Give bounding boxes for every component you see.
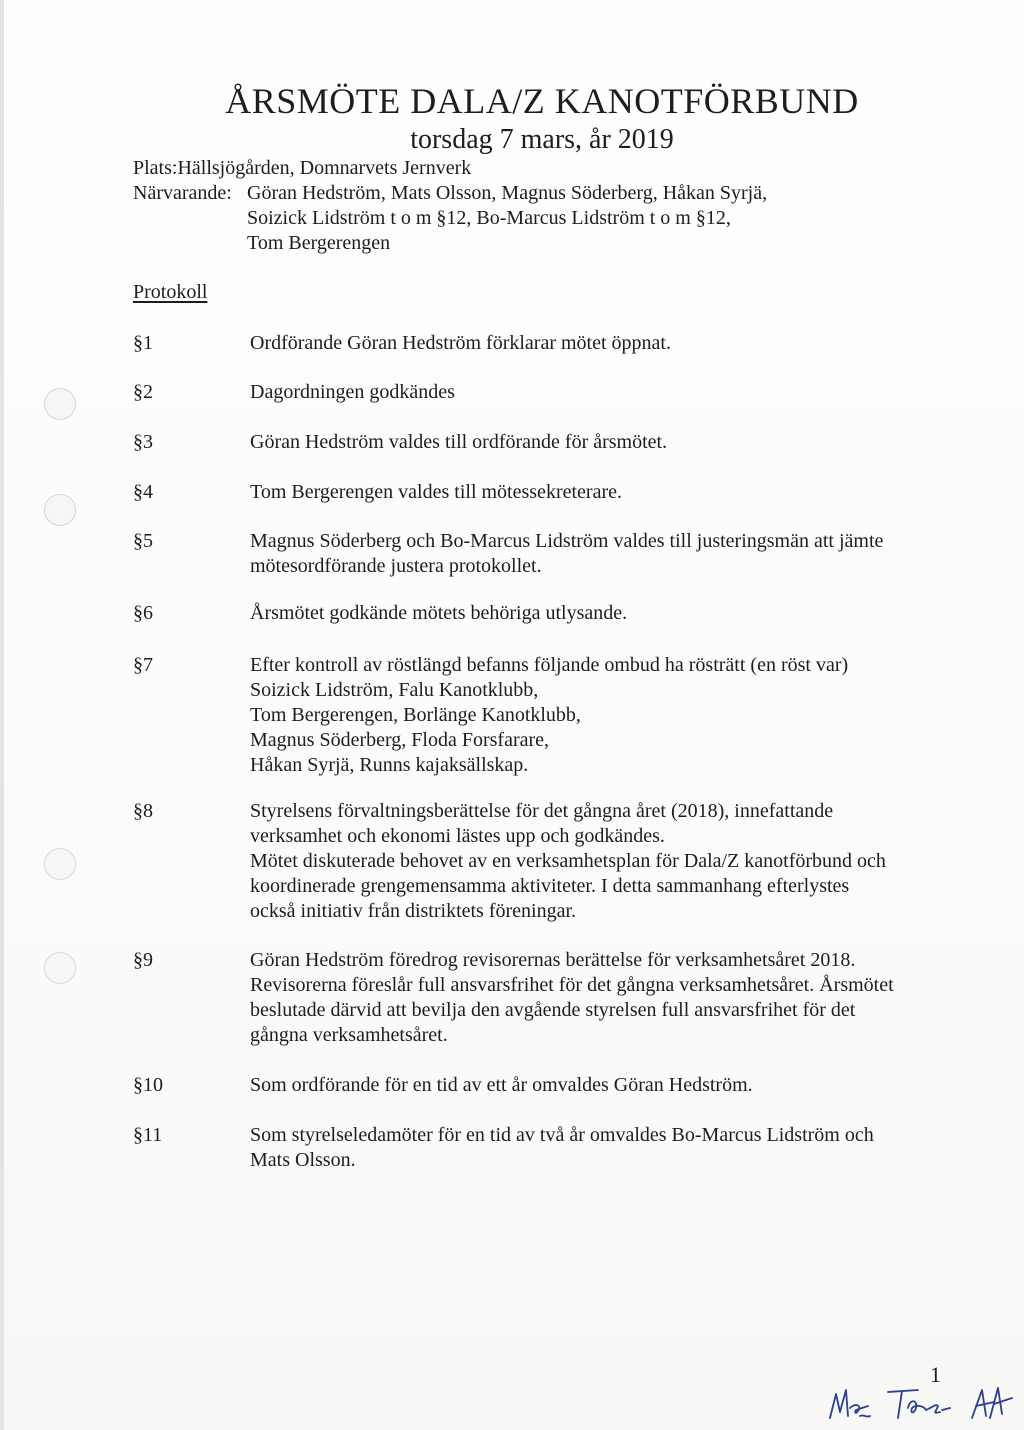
paragraph-line: Göran Hedström valdes till ordförande för årsmötet. [250,431,668,453]
paragraph-number: §6 [133,602,153,624]
paragraph-line: Håkan Syrjä, Runns kajaksällskap. [250,754,529,776]
paragraph-number: §3 [133,431,153,453]
paragraph-line: gångna verksamhetsåret. [250,1024,448,1046]
paragraph-line: koordinerade grengemensamma aktiviteter. I detta sammanhang efterlystes [250,875,850,897]
signature-stroke [930,1405,940,1413]
paragraph-line: Göran Hedström föredrog revisorernas berättelse för verksamhetsåret 2018. [250,949,856,971]
page-number: 1 [930,1362,941,1387]
paragraph-number: §11 [133,1124,163,1146]
paragraph-text [250,529,950,579]
paragraph-line: Soizick Lidström, Falu Kanotklubb, [250,679,539,701]
signature-stroke [860,1415,870,1416]
paragraph-line: Styrelsens förvaltningsberättelse för det gångna året (2018), innefattande [250,800,834,822]
signature-stroke [942,1408,950,1410]
punch-hole-3 [44,848,76,880]
paragraph-line: Mats Olsson. [250,1149,356,1171]
protocol-heading: Protokoll [133,281,208,303]
signature-stroke [830,1390,848,1418]
paragraph-text [250,601,950,626]
paragraph-line: Magnus Söderberg, Floda Forsfarare, [250,729,550,751]
paragraph-line: Efter kontroll av röstlängd befanns följande ombud ha rösträtt (en röst var) [250,654,849,676]
signature-stroke [850,1405,868,1413]
punch-hole-2 [44,494,76,526]
punch-hole-1 [44,388,76,420]
signature-stroke [994,1398,1012,1404]
paragraph-number: §5 [133,530,153,552]
attendees-line: Tom Bergerengen [247,232,391,254]
paragraph-text [250,653,950,778]
page-edge [0,0,4,1430]
paragraph-line: Årsmötet godkände mötets behöriga utlysande. [250,602,628,624]
paragraph-number: §8 [133,800,153,822]
paragraph-text [250,1123,950,1173]
paragraph-text [250,430,950,455]
paragraph-line: Magnus Söderberg och Bo-Marcus Lidström valdes till justeringsmän att jämte [250,530,884,552]
paragraph-text [250,948,950,1048]
paragraph-number: §7 [133,654,153,676]
paragraph-number: §9 [133,949,153,971]
paragraph-line: Tom Bergerengen, Borlänge Kanotklubb, [250,704,581,726]
paragraph-line: Som ordförande för en tid av ett år omvaldes Göran Hedström. [250,1074,753,1096]
paragraph-text [250,799,950,924]
document-title: ÅRSMÖTE DALA/Z KANOTFÖRBUND [225,81,859,121]
paragraph-line: också initiativ från distriktets föreningar. [250,900,577,922]
paragraph-line: Revisorerna föreslår full ansvarsfrihet för det gångna verksamhetsåret. Årsmötet [250,974,894,996]
paragraph-line: mötesordförande justera protokollet. [250,555,542,577]
paragraph-line: Dagordningen godkändes [250,381,455,403]
signature-stroke [908,1401,930,1412]
paragraph-text [250,1073,950,1098]
paragraph-line: Som styrelseledamöter för en tid av två år omvaldes Bo-Marcus Lidström och [250,1124,874,1146]
meeting-place: Plats:Hällsjögården, Domnarvets Jernverk [133,157,472,179]
paragraph-text [250,380,950,405]
attendees-line: Soizick Lidström t o m §12, Bo-Marcus Lidström t o m §12, [247,207,731,229]
punch-hole-4 [44,952,76,984]
paragraph-number: §10 [133,1074,163,1096]
paragraph-line: Tom Bergerengen valdes till mötessekreterare. [250,481,622,503]
paragraph-number: §4 [133,481,153,503]
signature-stroke [888,1390,918,1418]
paragraph-number: §2 [133,381,153,403]
attendees-label: Närvarande: [133,182,232,204]
paragraph-text [250,480,950,505]
paragraph-number: §1 [133,332,153,354]
handwritten-signatures [826,1378,1016,1424]
paragraph-line: beslutade därvid att bevilja den avgående styrelsen full ansvarsfrihet för det [250,999,856,1021]
paragraph-line: Mötet diskuterade behovet av en verksamhetsplan för Dala/Z kanotförbund och [250,850,886,872]
meeting-date: torsdag 7 mars, år 2019 [410,124,674,155]
attendees-line: Göran Hedström, Mats Olsson, Magnus Söderberg, Håkan Syrjä, [247,182,768,204]
paragraph-text [250,331,950,356]
paragraph-line: Ordförande Göran Hedström förklarar mötet öppnat. [250,332,671,354]
paragraph-line: verksamhet och ekonomi lästes upp och godkändes. [250,825,665,847]
